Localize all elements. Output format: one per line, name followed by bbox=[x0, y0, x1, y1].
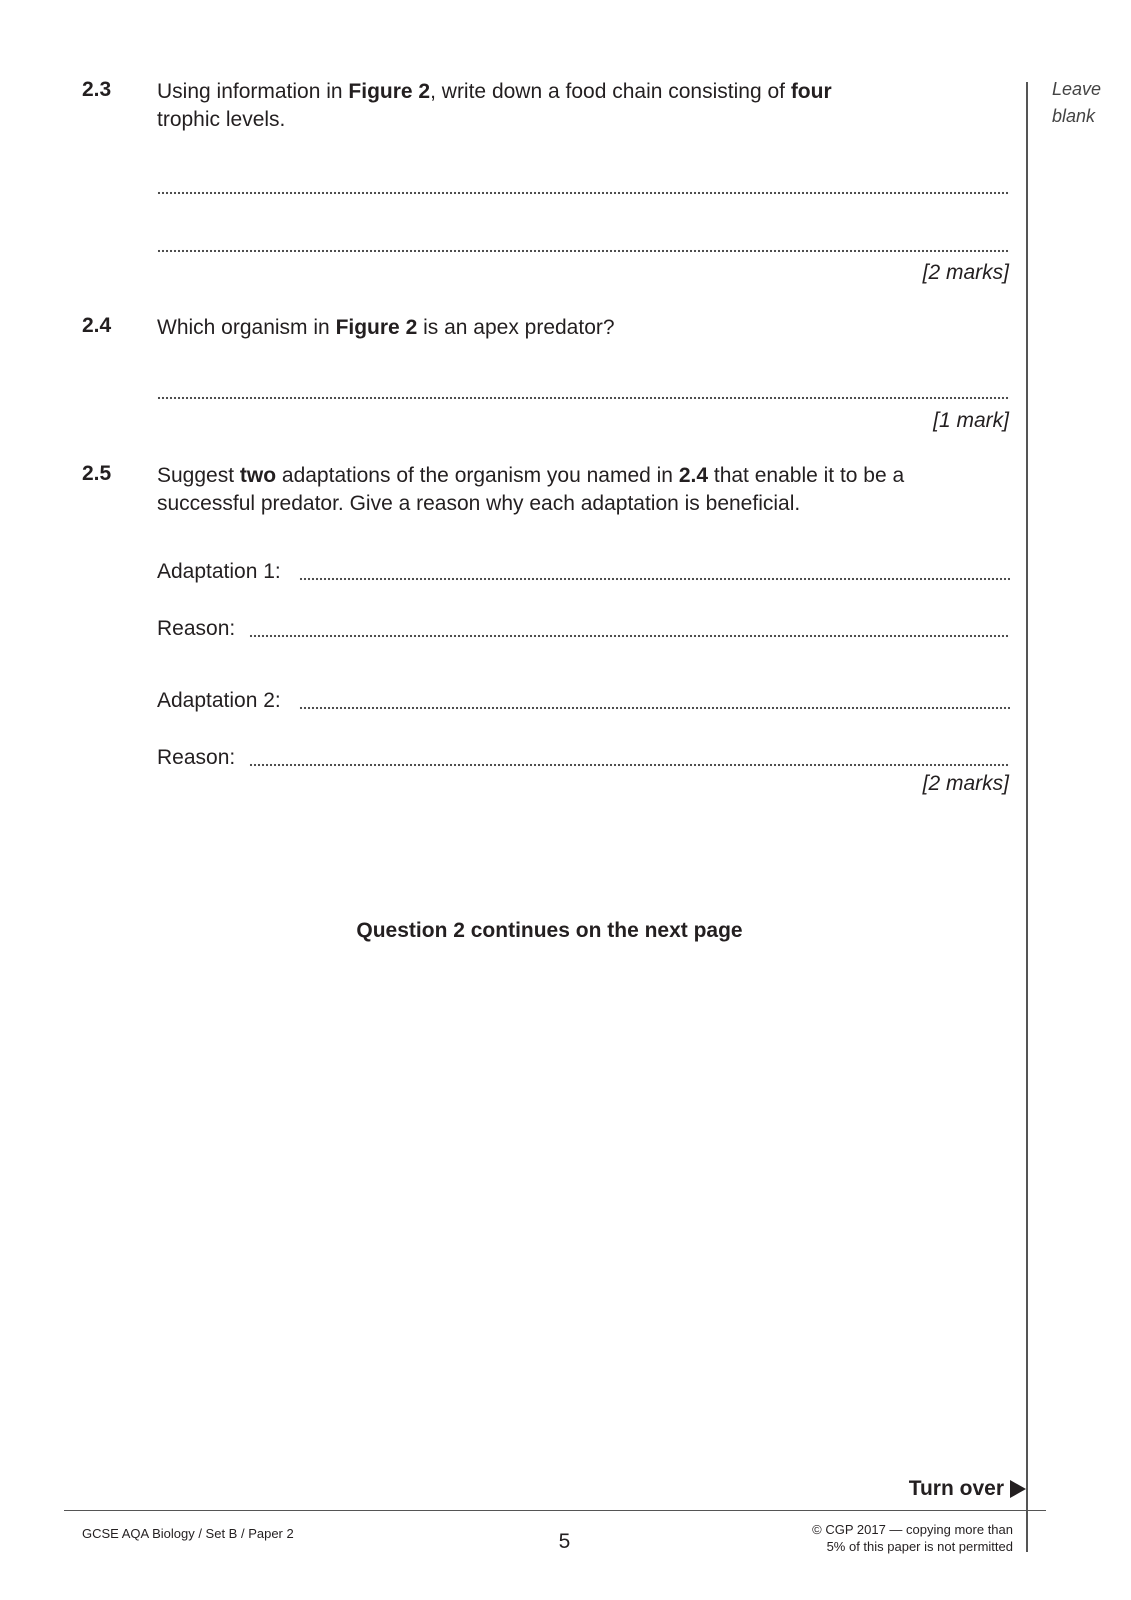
emphasis-four: four bbox=[790, 80, 832, 103]
footer-rule bbox=[64, 1510, 1046, 1511]
question-ref: 2.4 bbox=[678, 464, 709, 487]
text-segment: Suggest bbox=[157, 464, 240, 487]
question-number-2-4: 2.4 bbox=[82, 314, 112, 337]
question-number-2-5: 2.5 bbox=[82, 462, 112, 485]
adaptation-2-answer-line[interactable] bbox=[299, 706, 1010, 712]
leave-blank-label bbox=[1052, 76, 1101, 130]
adaptation-1-answer-line[interactable] bbox=[299, 577, 1010, 583]
reason-1-answer-line[interactable] bbox=[249, 634, 1010, 640]
text-segment: Which organism in bbox=[157, 316, 336, 339]
continues-note bbox=[0, 919, 1131, 943]
marks-2-5: [2 marks] bbox=[922, 772, 1009, 795]
adaptation-1-label: Adaptation 1: bbox=[157, 560, 281, 583]
text-segment: that enable it to be a successful predator. Give a reason why each adaptation is beneficial. bbox=[157, 464, 905, 515]
question-text-2-5 bbox=[157, 462, 1007, 518]
text-segment: adaptations of the organism you named in bbox=[276, 464, 679, 487]
text-segment: trophic levels. bbox=[157, 108, 286, 131]
blank-label: blank bbox=[1052, 106, 1096, 126]
adaptation-2-label: Adaptation 2: bbox=[157, 689, 281, 712]
figure-ref: Figure 2 bbox=[348, 80, 431, 103]
leave-label: Leave bbox=[1052, 79, 1102, 99]
text-segment: Using information in bbox=[157, 80, 349, 103]
copyright-line: 5% of this paper is not permitted bbox=[826, 1539, 1013, 1554]
question-number-2-3: 2.3 bbox=[82, 78, 112, 101]
turn-over bbox=[909, 1477, 1026, 1501]
answer-line[interactable] bbox=[157, 249, 1010, 255]
footer-paper-title: GCSE AQA Biology / Set B / Paper 2 bbox=[82, 1526, 294, 1541]
marks-2-4: [1 mark] bbox=[933, 409, 1009, 432]
triangle-right-icon bbox=[1010, 1480, 1026, 1498]
margin-rule bbox=[1026, 82, 1028, 1552]
reason-2-label: Reason: bbox=[157, 746, 236, 769]
answer-line[interactable] bbox=[157, 191, 1010, 197]
marks-2-3: [2 marks] bbox=[922, 261, 1009, 284]
answer-line[interactable] bbox=[157, 396, 1010, 402]
question-text-2-3 bbox=[157, 78, 1007, 134]
text-segment: is an apex predator? bbox=[417, 316, 615, 339]
question-text-2-4 bbox=[157, 314, 1007, 342]
text-segment: , write down a food chain consisting of bbox=[430, 80, 791, 103]
footer-copyright bbox=[812, 1521, 1013, 1555]
continues-text: Question 2 continues on the next page bbox=[356, 919, 743, 942]
page-number: 5 bbox=[558, 1530, 571, 1553]
copyright-line: © CGP 2017 — copying more than bbox=[812, 1522, 1013, 1537]
figure-ref: Figure 2 bbox=[335, 316, 418, 339]
emphasis-two: two bbox=[239, 464, 277, 487]
reason-1-label: Reason: bbox=[157, 617, 236, 640]
reason-2-answer-line[interactable] bbox=[249, 763, 1010, 769]
turn-over-label: Turn over bbox=[908, 1477, 1004, 1500]
